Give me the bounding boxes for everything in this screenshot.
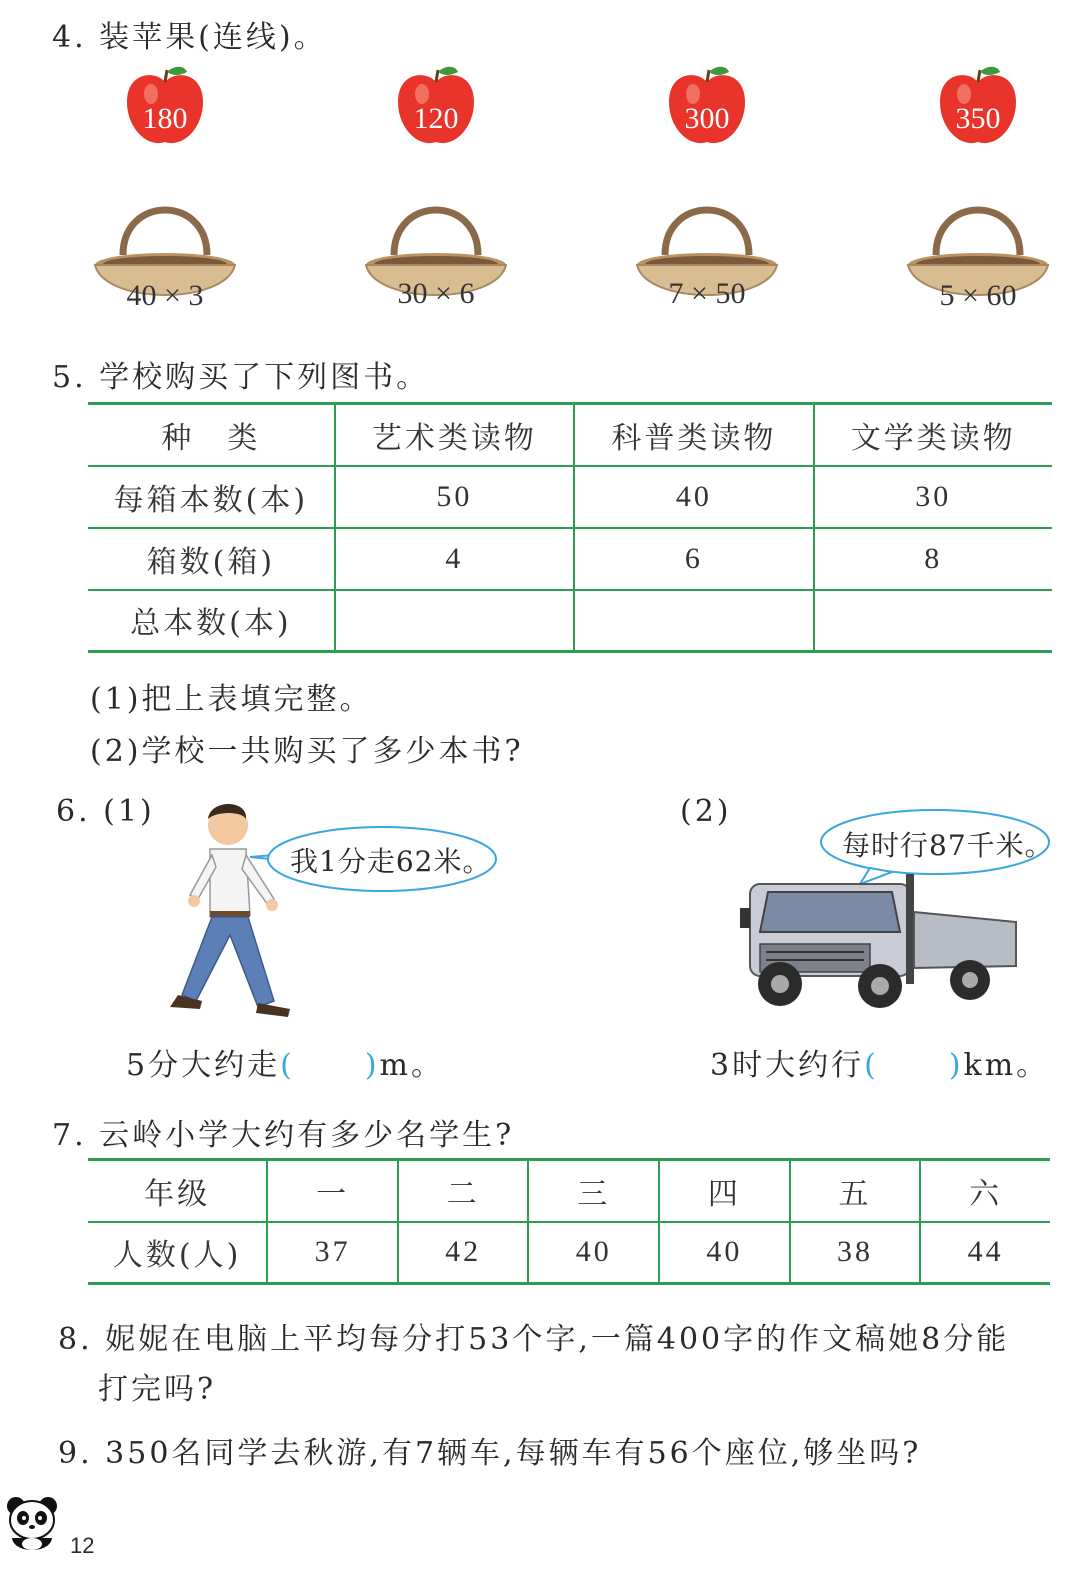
- answer-2-open: (: [864, 1048, 879, 1083]
- apple-2-label: 120: [413, 102, 459, 135]
- apple-1[interactable]: [127, 67, 203, 143]
- basket-3[interactable]: [637, 210, 777, 310]
- q8-line-1: 8. 妮妮在电脑上平均每分打53个字,一篇400字的作文稿她8分能: [58, 1322, 1010, 1357]
- q6-label-1: 6. (1): [56, 794, 155, 829]
- q4-title: 4. 装苹果(连线)。: [52, 20, 327, 55]
- books-header-literature: 文学类读物: [814, 404, 1052, 466]
- table-cell: 40: [574, 466, 813, 528]
- answer-cell[interactable]: [335, 590, 574, 652]
- answer-1-prefix: 5分大约走: [126, 1048, 281, 1083]
- table-cell: 30: [814, 466, 1052, 528]
- apple-4[interactable]: [940, 67, 1016, 143]
- apple-3-label: 300: [684, 102, 730, 135]
- answer-cell[interactable]: [574, 590, 813, 652]
- answer-cell[interactable]: [814, 590, 1052, 652]
- table-row: [88, 466, 1052, 528]
- table-cell: 6: [574, 528, 813, 590]
- basket-1[interactable]: [95, 210, 235, 312]
- table-cell: 50: [335, 466, 574, 528]
- grade-col: 四: [659, 1160, 790, 1222]
- bubble-1-text: 我1分走62米。: [290, 845, 492, 878]
- books-header-kind: 种 类: [161, 420, 261, 456]
- grade-col: 一: [267, 1160, 398, 1222]
- answer-2-prefix: 3时大约行: [710, 1048, 865, 1083]
- answer-1-open: (: [280, 1048, 295, 1083]
- table-cell: 40: [659, 1222, 790, 1284]
- table-cell: 40: [528, 1222, 659, 1284]
- basket-4[interactable]: [908, 210, 1048, 312]
- books-table: [88, 402, 1052, 653]
- table-row: [88, 528, 1052, 590]
- books-table-header-row: [88, 404, 1052, 466]
- q6-answer-1: [126, 1040, 444, 1084]
- row-label: 每箱本数(本): [113, 482, 309, 518]
- answer-2-unit: km。: [963, 1048, 1050, 1083]
- books-header-science: 科普类读物: [574, 404, 813, 466]
- students-table-header-row: [88, 1160, 1050, 1222]
- page-number: 12: [70, 1533, 95, 1558]
- grade-header: 年级: [144, 1176, 211, 1212]
- apple-4-label: 350: [955, 102, 1001, 135]
- bubble-2-text: 每时行87千米。: [842, 829, 1054, 862]
- table-row: [88, 1222, 1050, 1284]
- basket-2[interactable]: [366, 210, 506, 310]
- apple-2[interactable]: [398, 67, 474, 143]
- q7-title: 7. 云岭小学大约有多少名学生?: [52, 1118, 515, 1153]
- q9-text: 9. 350名同学去秋游,有7辆车,每辆车有56个座位,够坐吗?: [58, 1436, 922, 1471]
- grade-col: 二: [398, 1160, 529, 1222]
- q5-title: 5. 学校购买了下列图书。: [52, 360, 430, 395]
- grade-col: 五: [790, 1160, 921, 1222]
- grade-col: 三: [528, 1160, 659, 1222]
- q5-sub1: (1)把上表填完整。: [90, 682, 373, 717]
- books-header-art: 艺术类读物: [335, 404, 574, 466]
- table-cell: 44: [920, 1222, 1050, 1284]
- table-cell: 8: [814, 528, 1052, 590]
- answer-1-close: ): [364, 1048, 380, 1083]
- basket-3-label: 7 × 50: [668, 277, 746, 310]
- basket-1-label: 40 × 3: [126, 279, 204, 312]
- table-cell: 42: [398, 1222, 529, 1284]
- q6-label-2: (2): [680, 794, 732, 829]
- answer-2-close: ): [948, 1048, 964, 1083]
- table-cell: 4: [335, 528, 574, 590]
- walking-man-icon: [170, 804, 290, 1017]
- q5-sub2: (2)学校一共购买了多少本书?: [90, 734, 524, 769]
- q4-figure: [0, 60, 1080, 330]
- table-cell: 38: [790, 1222, 921, 1284]
- apple-1-label: 180: [142, 102, 188, 135]
- q6-answer-2: [710, 1040, 1049, 1084]
- row-label: 总本数(本): [130, 606, 292, 642]
- walking-man-figure: [150, 795, 510, 1035]
- students-table: [88, 1158, 1050, 1285]
- q8-line-2: 打完吗?: [98, 1372, 217, 1407]
- grade-col: 六: [920, 1160, 1050, 1222]
- truck-icon: [740, 874, 1016, 1008]
- basket-4-label: 5 × 60: [939, 279, 1017, 312]
- answer-1-unit: m。: [379, 1048, 444, 1083]
- basket-2-label: 30 × 6: [397, 277, 475, 310]
- panda-icon: [4, 1494, 62, 1556]
- apple-3[interactable]: [669, 67, 745, 143]
- table-cell: 37: [267, 1222, 398, 1284]
- table-row: [88, 590, 1052, 652]
- row-label: 箱数(箱): [146, 544, 276, 580]
- row-label: 人数(人): [112, 1238, 242, 1274]
